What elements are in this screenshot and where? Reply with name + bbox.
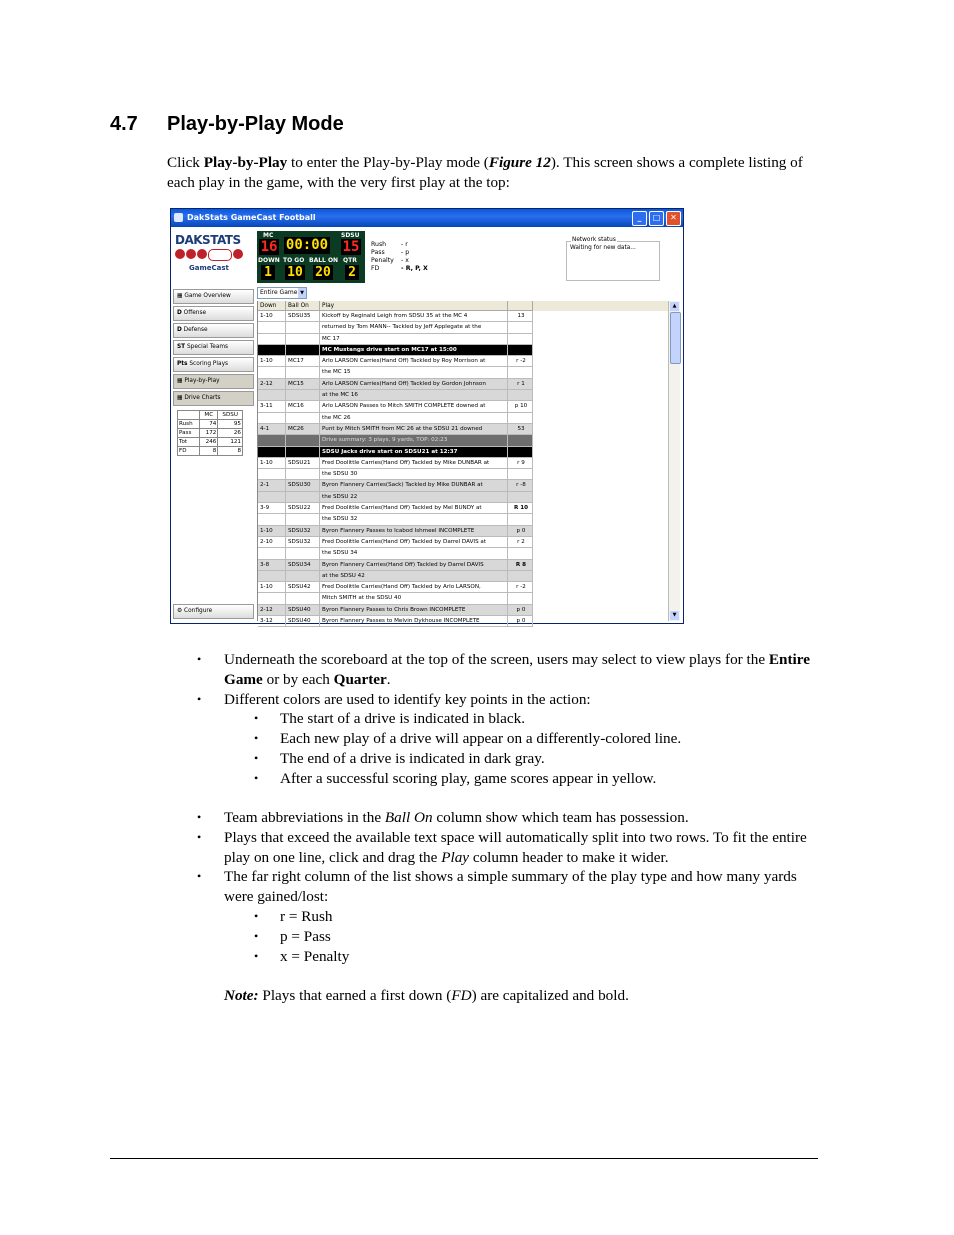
- play-cell: SDSU21: [286, 458, 320, 469]
- play-cell: [286, 469, 320, 480]
- play-cell: r 1: [508, 379, 533, 390]
- stats-row: [178, 447, 243, 456]
- quarter-select-value: Entire Game: [260, 289, 298, 296]
- play-cell: 2-1: [258, 480, 286, 491]
- play-by-play-grid: [257, 301, 668, 625]
- section-number: 4.7: [110, 113, 138, 135]
- play-cell: [286, 322, 320, 333]
- play-cell: at the SDSU 42: [320, 571, 508, 582]
- bullet-text: Each new play of a drive will appear on a differently-colored line.: [280, 730, 682, 748]
- grid-column-header[interactable]: Play: [320, 301, 508, 311]
- play-cell: [286, 334, 320, 345]
- logo-brand-2: STATS: [202, 233, 241, 247]
- quarter-select[interactable]: [257, 287, 307, 299]
- sub-bullet-item: [280, 729, 816, 749]
- stats-header-cell: [178, 411, 200, 420]
- play-cell: Fred Doolittle Carries(Hand Off) Tackled by Mike DUNBAR at: [320, 458, 508, 469]
- play-row[interactable]: [258, 571, 668, 582]
- window-title: DakStats GameCast Football: [187, 213, 316, 222]
- window-client: [171, 227, 683, 623]
- nav-button-prefix: D: [177, 327, 182, 333]
- bullet-text: Play: [441, 848, 470, 866]
- play-row[interactable]: [258, 447, 668, 458]
- quarter-label: QTR: [343, 257, 357, 264]
- bullet-text: The far right column of the list shows a simple summary of the play type and how many yards were gained/lost:: [224, 868, 797, 906]
- grid-header: [258, 301, 668, 311]
- stats-header-cell: SDSU: [218, 411, 243, 420]
- play-cell: Byron Flannery Carries(Hand Off) Tackled by Darrel DAVIS: [320, 560, 508, 571]
- legend-row: [371, 249, 428, 257]
- bullet-list: [0, 650, 954, 966]
- play-cell: [258, 322, 286, 333]
- play-cell: SDSU Jacks drive start on SDSU21 at 12:37: [320, 447, 508, 458]
- play-cell: SDSU34: [286, 560, 320, 571]
- list-spacer: [0, 789, 954, 809]
- legend-key: Rush: [371, 241, 387, 248]
- togo-value: 10: [285, 265, 305, 280]
- bullet-text: .: [386, 670, 391, 688]
- legend-key: Pass: [371, 249, 385, 256]
- play-cell: r -2: [508, 356, 533, 367]
- stats-cell: 8: [218, 447, 243, 456]
- play-cell: 1-10: [258, 458, 286, 469]
- bullet-text: Ball On: [384, 809, 433, 827]
- stats-cell: 26: [218, 429, 243, 438]
- nav-button-label: Defense: [183, 327, 208, 333]
- play-cell: 3-12: [258, 616, 286, 627]
- play-cell: [286, 367, 320, 378]
- play-cell: Fred Doolittle Carries(Hand Off) Tackled by Darrel DAVIS at: [320, 537, 508, 548]
- grid-icon: ▦: [177, 293, 185, 299]
- section-heading: [110, 113, 344, 136]
- play-cell: SDSU30: [286, 480, 320, 491]
- bullet-text: column show which team has possession.: [432, 809, 689, 827]
- play-cell: r 9: [508, 458, 533, 469]
- bullet-text: The start of a drive is indicated in black.: [280, 710, 526, 728]
- play-cell: [258, 413, 286, 424]
- section-title: Play-by-Play Mode: [167, 113, 344, 135]
- play-cell: [286, 345, 320, 356]
- play-cell: Byron Flannery Passes to Icabod Ishmeel INCOMPLETE: [320, 526, 508, 537]
- play-cell: MC17: [286, 356, 320, 367]
- stats-header-cell: MC: [200, 411, 218, 420]
- chart-icon: ▦: [177, 395, 185, 401]
- stats-cell: 172: [200, 429, 218, 438]
- nav-button-defense[interactable]: [173, 323, 254, 338]
- gear-icon: ⚙: [177, 608, 185, 614]
- nav-button-label: Offense: [183, 310, 207, 316]
- note-paragraph: [224, 987, 629, 1005]
- play-cell: 2-12: [258, 379, 286, 390]
- play-cell: [508, 334, 533, 345]
- play-cell: MC 17: [320, 334, 508, 345]
- nav-button-offense[interactable]: [173, 306, 254, 321]
- intro-paragraph: [167, 153, 817, 192]
- togo-label: TO GO: [283, 257, 305, 264]
- play-cell: Kickoff by Reginald Leigh from SDSU 35 at the MC 4: [320, 311, 508, 322]
- bullet-text: Quarter: [333, 670, 387, 688]
- play-row[interactable]: [258, 480, 668, 491]
- note-fd: FD: [451, 987, 472, 1004]
- bullet-text: Team abbreviations in the: [224, 809, 385, 827]
- play-cell: [508, 514, 533, 525]
- play-cell: MC26: [286, 424, 320, 435]
- play-cell: [258, 492, 286, 503]
- grid-column-header[interactable]: [508, 301, 533, 311]
- sub-bullet-item: [280, 947, 816, 967]
- nav-button-label: Special Teams: [186, 344, 229, 350]
- play-cell: [508, 435, 533, 446]
- home-team-label: MC: [263, 232, 274, 239]
- play-cell: SDSU35: [286, 311, 320, 322]
- play-cell: [286, 390, 320, 401]
- bullet-text: x = Penalty: [280, 947, 350, 965]
- play-cell: [508, 492, 533, 503]
- play-row[interactable]: [258, 616, 668, 627]
- play-cell: the SDSU 34: [320, 548, 508, 559]
- play-row[interactable]: [258, 345, 668, 356]
- game-clock: 00:00: [285, 237, 329, 253]
- stats-row: [178, 429, 243, 438]
- play-cell: Mitch SMITH at the SDSU 40: [320, 593, 508, 604]
- play-cell: SDSU32: [286, 537, 320, 548]
- nav-button-drive-charts[interactable]: [173, 391, 254, 406]
- play-cell: 1-10: [258, 311, 286, 322]
- note-label: Note:: [224, 987, 259, 1004]
- play-cell: 3-8: [258, 560, 286, 571]
- play-cell: MC16: [286, 401, 320, 412]
- play-cell: [258, 435, 286, 446]
- scroll-up-icon[interactable]: ▲: [670, 302, 679, 311]
- bullet-text: p = Pass: [280, 927, 331, 945]
- play-cell: [508, 345, 533, 356]
- play-cell: p 0: [508, 616, 533, 627]
- play-cell: [286, 447, 320, 458]
- play-cell: [508, 571, 533, 582]
- note-text: ) are capitalized and bold.: [471, 987, 629, 1004]
- play-cell: 1-10: [258, 582, 286, 593]
- play-cell: 1-10: [258, 356, 286, 367]
- nav-button-prefix: ST: [177, 344, 186, 350]
- stats-cell: 95: [218, 420, 243, 429]
- play-cell: returned by Tom MANN-- Tackled by Jeff Applegate at the: [320, 322, 508, 333]
- grid-column-header[interactable]: Ball On: [286, 301, 320, 311]
- play-cell: [508, 390, 533, 401]
- stats-cell: 121: [218, 438, 243, 447]
- intro-bold-term: Play-by-Play: [203, 154, 288, 171]
- home-score: 16: [260, 239, 278, 255]
- play-row[interactable]: [258, 311, 668, 322]
- stats-cell: FD: [178, 447, 200, 456]
- network-status-text: Waiting for new data...: [570, 245, 636, 251]
- play-cell: [508, 367, 533, 378]
- nav-button-label: Game Overview: [184, 293, 231, 299]
- play-cell: [508, 322, 533, 333]
- play-cell: Fred Doolittle Carries(Hand Off) Tackled by Mel BUNDY at: [320, 503, 508, 514]
- note-text: Plays that earned a first down (: [258, 987, 452, 1004]
- play-cell: R 8: [508, 560, 533, 571]
- play-cell: [286, 413, 320, 424]
- network-status-caption: Network status: [572, 237, 616, 243]
- stats-cell: 74: [200, 420, 218, 429]
- bullet-item: [224, 650, 816, 690]
- nav-button-label: Drive Charts: [184, 395, 221, 401]
- chevron-down-icon[interactable]: ▼: [298, 288, 306, 298]
- ballon-label: BALL ON: [309, 257, 339, 264]
- play-cell: 3-11: [258, 401, 286, 412]
- play-cell: [258, 571, 286, 582]
- play-cell: SDSU40: [286, 616, 320, 627]
- play-cell: Byron Flannery Carries(Sack) Tackled by Mike DUNBAR at: [320, 480, 508, 491]
- play-row[interactable]: [258, 548, 668, 559]
- play-cell: at the MC 16: [320, 390, 508, 401]
- nav-button-label: Scoring Plays: [189, 361, 229, 367]
- play-cell: p 0: [508, 526, 533, 537]
- play-cell: [258, 593, 286, 604]
- play-row[interactable]: [258, 390, 668, 401]
- play-row[interactable]: [258, 593, 668, 604]
- nav-button-label: Play-by-Play: [184, 378, 220, 384]
- play-cell: Arlo LARSON Carries(Hand Off) Tackled by Roy Morrison at: [320, 356, 508, 367]
- play-row[interactable]: [258, 469, 668, 480]
- app-window-screenshot: [170, 208, 684, 624]
- away-score: 15: [342, 239, 360, 255]
- stats-header-row: [178, 411, 243, 420]
- play-cell: [258, 334, 286, 345]
- play-cell: SDSU40: [286, 605, 320, 616]
- play-row[interactable]: [258, 560, 668, 571]
- sub-bullet-item: [280, 927, 816, 947]
- stats-cell: 246: [200, 438, 218, 447]
- nav-button-prefix: D: [177, 310, 182, 316]
- play-cell: [286, 571, 320, 582]
- play-row[interactable]: [258, 367, 668, 378]
- logo-subtitle: GameCast: [189, 264, 229, 272]
- play-row[interactable]: [258, 401, 668, 412]
- play-cell: [508, 413, 533, 424]
- stats-cell: 8: [200, 447, 218, 456]
- stats-cell: Pass: [178, 429, 200, 438]
- scoreboard: [257, 231, 365, 283]
- play-cell: MC Mustangs drive start on MC17 at 15:00: [320, 345, 508, 356]
- play-cell: [286, 514, 320, 525]
- legend-value: - p: [401, 249, 410, 256]
- play-row[interactable]: [258, 356, 668, 367]
- play-cell: [258, 469, 286, 480]
- play-cell: [508, 447, 533, 458]
- play-cell: [508, 593, 533, 604]
- bullet-text: After a successful scoring play, game scores appear in yellow.: [280, 769, 657, 787]
- network-status-box: [566, 237, 660, 281]
- play-cell: [258, 345, 286, 356]
- bullet-text: The end of a drive is indicated in dark gray.: [280, 749, 545, 767]
- play-cell: [258, 367, 286, 378]
- logo-graphic: [175, 249, 255, 261]
- dakstats-logo: [175, 233, 255, 293]
- play-cell: Fred Doolittle Carries(Hand Off) Tackled by Arlo LARSON,: [320, 582, 508, 593]
- configure-button[interactable]: [173, 604, 254, 619]
- play-row[interactable]: [258, 605, 668, 616]
- play-row[interactable]: [258, 537, 668, 548]
- bullet-text: Plays that exceed the available text space will automatically split into two rows. To fit the entire play on one line, click and drag the: [224, 828, 807, 866]
- bullet-item: [224, 808, 816, 828]
- play-cell: [258, 514, 286, 525]
- sub-bullet-item: [280, 769, 816, 789]
- play-row[interactable]: [258, 492, 668, 503]
- legend-value: - x: [401, 257, 409, 264]
- bullet-text: column header to make it wider.: [469, 848, 669, 866]
- play-cell: the SDSU 32: [320, 514, 508, 525]
- intro-text: ). This screen shows a complete listing of each play in the game, with the very first play at the top:: [167, 154, 803, 191]
- grid-column-header[interactable]: Down: [258, 301, 286, 311]
- play-cell: 1-10: [258, 526, 286, 537]
- configure-label: Configure: [184, 608, 213, 614]
- play-cell: 53: [508, 424, 533, 435]
- bullet-text: or by each: [262, 670, 334, 688]
- play-cell: Byron Flannery Passes to Chris Brown INCOMPLETE: [320, 605, 508, 616]
- away-team-label: SDSU: [341, 232, 360, 239]
- down-value: 1: [261, 265, 275, 280]
- play-cell: [286, 492, 320, 503]
- footer-rule: [110, 1158, 818, 1159]
- play-cell: Byron Flannery Passes to Melvin Dykhouse INCOMPLETE: [320, 616, 508, 627]
- play-row[interactable]: [258, 435, 668, 446]
- play-row[interactable]: [258, 458, 668, 469]
- play-cell: p 0: [508, 605, 533, 616]
- play-cell: 4-1: [258, 424, 286, 435]
- legend-key: Penalty: [371, 257, 394, 264]
- nav-panel: [173, 289, 254, 621]
- close-button[interactable]: ✕: [666, 211, 681, 226]
- play-cell: R 10: [508, 503, 533, 514]
- legend-row: [371, 257, 428, 265]
- play-cell: [258, 390, 286, 401]
- stats-row: [178, 420, 243, 429]
- nav-button-special-teams[interactable]: [173, 340, 254, 355]
- play-cell: [258, 548, 286, 559]
- play-cell: the SDSU 30: [320, 469, 508, 480]
- play-cell: MC15: [286, 379, 320, 390]
- play-cell: [258, 447, 286, 458]
- play-cell: SDSU32: [286, 526, 320, 537]
- play-row[interactable]: [258, 503, 668, 514]
- play-row[interactable]: [258, 413, 668, 424]
- bullet-item: [224, 867, 816, 907]
- play-row[interactable]: [258, 526, 668, 537]
- play-cell: [508, 548, 533, 559]
- play-cell: the MC 26: [320, 413, 508, 424]
- stats-cell: Rush: [178, 420, 200, 429]
- legend-row: [371, 241, 428, 249]
- sub-bullet-item: [280, 907, 816, 927]
- window-titlebar: [171, 209, 683, 227]
- play-cell: SDSU22: [286, 503, 320, 514]
- list-icon: ▦: [177, 378, 185, 384]
- play-cell: Arlo LARSON Carries(Hand Off) Tackled by Gordon Johnson: [320, 379, 508, 390]
- play-cell: [286, 435, 320, 446]
- maximize-button[interactable]: □: [649, 211, 664, 226]
- play-row[interactable]: [258, 379, 668, 390]
- play-cell: SDSU42: [286, 582, 320, 593]
- play-cell: 2-10: [258, 537, 286, 548]
- stats-row: [178, 438, 243, 447]
- play-type-legend: [371, 241, 428, 273]
- play-cell: Punt by Mitch SMITH from MC 26 at the SDSU 21 downed: [320, 424, 508, 435]
- bullet-text: Different colors are used to identify key points in the action:: [224, 690, 591, 708]
- play-cell: Drive summary: 3 plays, 9 yards, TOP: 02:23: [320, 435, 508, 446]
- logo-brand: DAK: [175, 233, 203, 247]
- nav-button-scoring-plays[interactable]: [173, 357, 254, 372]
- bullet-item: [224, 828, 816, 868]
- play-cell: the MC 15: [320, 367, 508, 378]
- play-cell: p 10: [508, 401, 533, 412]
- app-icon: [174, 213, 183, 222]
- down-label: DOWN: [258, 257, 280, 264]
- legend-key: FD: [371, 265, 380, 272]
- scroll-thumb[interactable]: [670, 312, 681, 364]
- legend-row: [371, 265, 428, 273]
- play-cell: the SDSU 22: [320, 492, 508, 503]
- play-row[interactable]: [258, 514, 668, 525]
- sub-bullet-item: [280, 749, 816, 769]
- play-cell: r -2: [508, 582, 533, 593]
- stats-cell: Tot: [178, 438, 200, 447]
- scroll-down-icon[interactable]: ▼: [670, 611, 679, 620]
- bullet-text: Underneath the scoreboard at the top of the screen, users may select to view plays for the: [224, 651, 769, 668]
- play-cell: 3-9: [258, 503, 286, 514]
- sub-bullet-item: [280, 709, 816, 729]
- play-cell: [286, 548, 320, 559]
- play-cell: 2-12: [258, 605, 286, 616]
- team-stats-table: [177, 410, 243, 456]
- nav-button-game-overview[interactable]: [173, 289, 254, 304]
- nav-button-play-by-play[interactable]: [173, 374, 254, 389]
- quarter-value: 2: [345, 265, 359, 280]
- play-cell: r -8: [508, 480, 533, 491]
- play-row[interactable]: [258, 334, 668, 345]
- nav-button-prefix: Pts: [177, 361, 188, 367]
- legend-value: - r: [401, 241, 408, 248]
- play-cell: [286, 593, 320, 604]
- bullet-text: r = Rush: [280, 908, 333, 926]
- intro-text: to enter the Play-by-Play mode (: [287, 154, 489, 171]
- minimize-button[interactable]: _: [632, 211, 647, 226]
- play-row[interactable]: [258, 424, 668, 435]
- play-cell: r 2: [508, 537, 533, 548]
- bullet-item: [224, 690, 816, 710]
- ballon-value: 20: [313, 265, 333, 280]
- figure-reference: Figure 12: [488, 154, 551, 171]
- bullet-text: Entire Game: [224, 651, 810, 688]
- play-cell: [508, 469, 533, 480]
- legend-value: - R, P, X: [401, 265, 428, 272]
- grid-scrollbar[interactable]: [668, 301, 680, 621]
- play-row[interactable]: [258, 322, 668, 333]
- play-row[interactable]: [258, 582, 668, 593]
- play-cell: Arlo LARSON Passes to Mitch SMITH COMPLETE downed at: [320, 401, 508, 412]
- intro-text: Click: [167, 154, 204, 171]
- play-cell: 13: [508, 311, 533, 322]
